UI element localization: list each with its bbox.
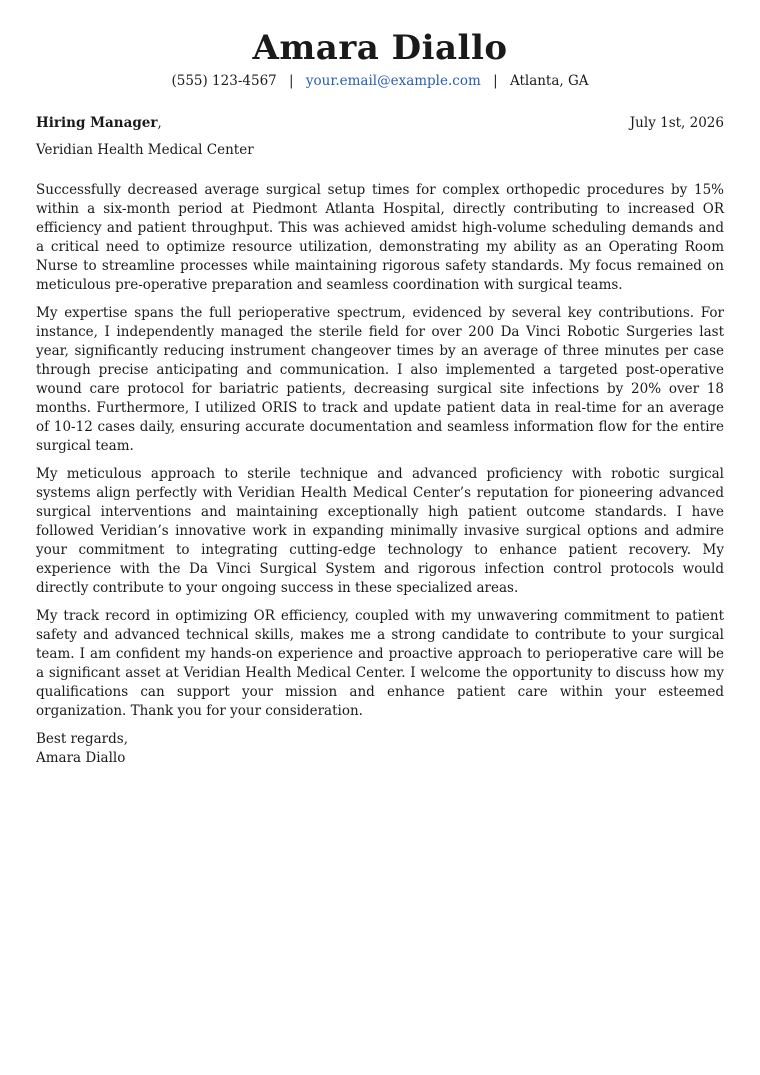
recipient-greeting — [36, 114, 162, 132]
location: Atlanta, GA — [509, 73, 589, 89]
body-paragraph: My meticulous approach to sterile technique and advanced proficiency with robotic surgical systems align perfectly with Veridian Health Medical Center’s reputation for pioneering advanced surgical interventions and maintaining exceptionally high patient outcome standards. I have followed Veridian’s innovative work in expanding minimally invasive surgical options and admire your commitment to integrating cutting-edge technology to enhance patient recovery. My experience with the Da Vinci Surgical System and rigorous infection control protocols would directly contribute to your ongoing success in these specialized areas. — [36, 466, 724, 596]
recipient-name-suffix: , — [157, 115, 162, 131]
applicant-name: Amara Diallo — [252, 28, 508, 68]
contact-separator: | — [493, 73, 498, 89]
phone-number: (555) 123-4567 — [171, 73, 277, 89]
closing-salutation: Best regards, — [36, 731, 129, 747]
letter-date: July 1st, 2026 — [629, 115, 724, 131]
recipient-company: Veridian Health Medical Center — [36, 142, 254, 158]
body-paragraph: My expertise spans the full perioperative spectrum, evidenced by several key contributions. For instance, I independently managed the sterile field for over 200 Da Vinci Robotic Surgeries last year, significantly reducing instrument changeover times by an average of three minutes per case through precise anticipating and communication. I also implemented a targeted post-operative wound care protocol for bariatric patients, decreasing surgical site infections by 20% over 18 months. Furthermore, I utilized ORIS to track and update patient data in real-time for an average of 10-12 cases daily, ensuring accurate documentation and seamless information flow for the entire surgical team. — [36, 305, 724, 454]
recipient-row — [36, 114, 724, 132]
contact-line — [36, 72, 724, 90]
recipient-name: Hiring Manager — [36, 115, 158, 131]
body-paragraph: My track record in optimizing OR efficiency, coupled with my unwavering commitment to patient safety and advanced technical skills, makes me a strong candidate to contribute to your surgical team. I am confident my hands-on experience and proactive approach to perioperative care will be a significant asset at Veridian Health Medical Center. I welcome the opportunity to discuss how my qualifications can support your mission and enhance patient care within your esteemed organization. Thank you for your consideration. — [36, 608, 724, 719]
email-link[interactable]: your.email@example.com — [305, 73, 481, 89]
closing-signature: Amara Diallo — [36, 750, 126, 766]
letter-closing — [36, 730, 724, 768]
body-paragraph: Successfully decreased average surgical setup times for complex orthopedic procedures by 15% within a six-month period at Piedmont Atlanta Hospital, directly contributing to increased OR efficiency and patient throughput. This was achieved amidst high-volume scheduling demands and a critical need to optimize resource utilization, demonstrating my ability as an Operating Room Nurse to streamline processes while maintaining rigorous safety standards. My focus remained on meticulous pre-operative preparation and seamless coordination with surgical teams. — [36, 182, 724, 293]
contact-separator: | — [289, 73, 294, 89]
letter-body — [36, 181, 724, 721]
